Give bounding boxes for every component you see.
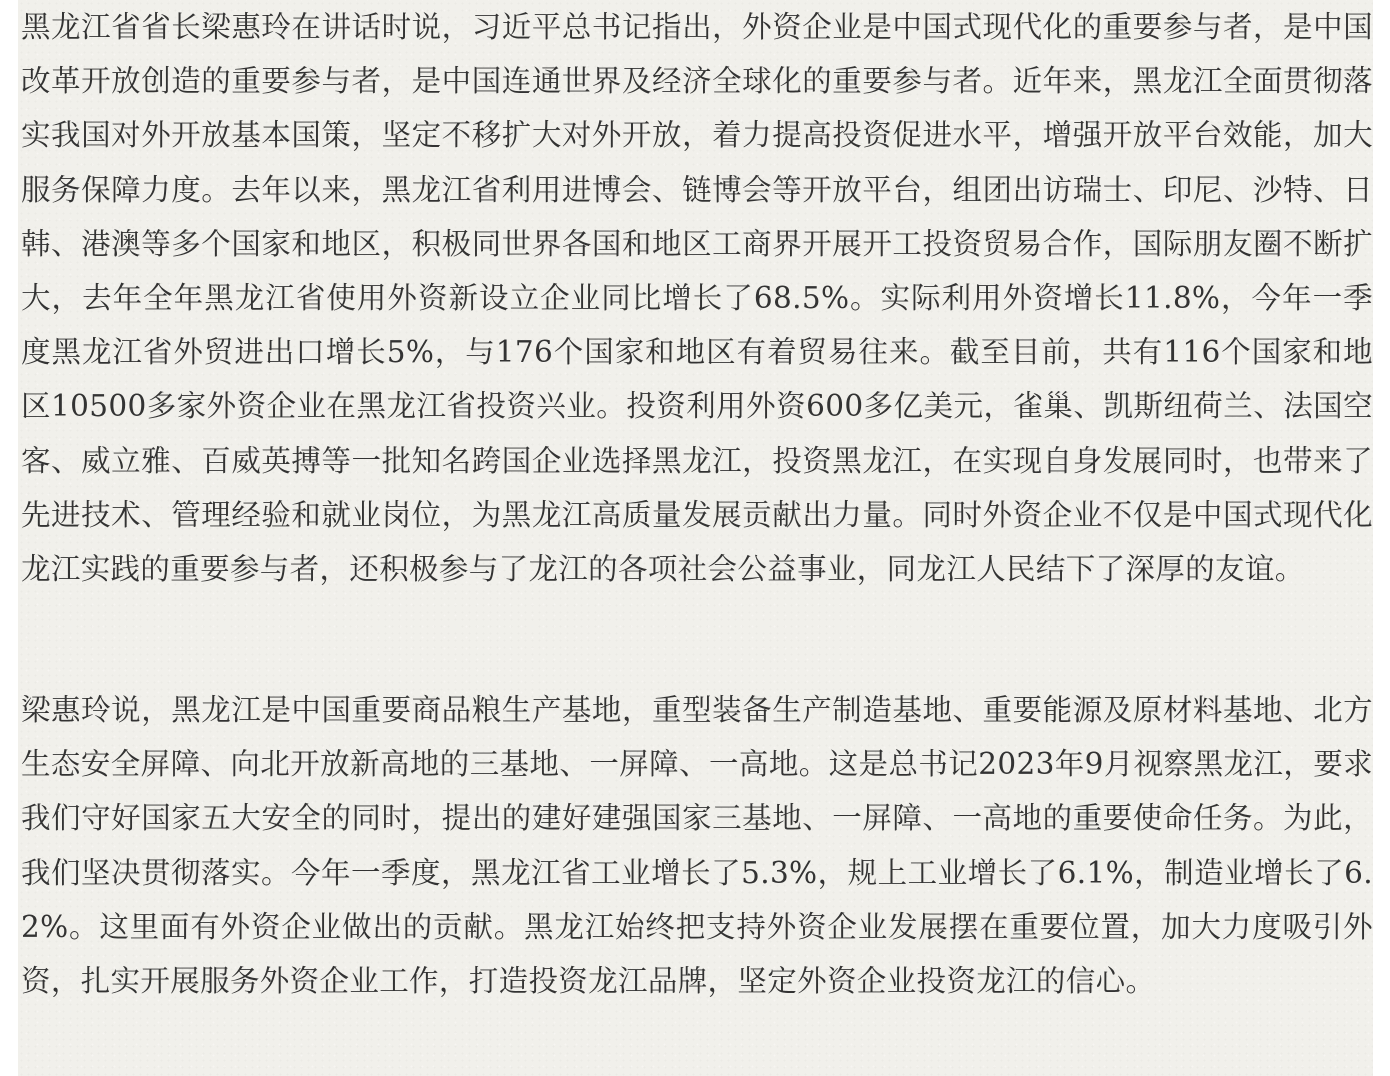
article-paragraph-1: 黑龙江省省长梁惠玲在讲话时说，习近平总书记指出，外资企业是中国式现代化的重要参与者，是中国改革开放创造的重要参与者，是中国连通世界及经济全球化的重要参与者。近年来，黑龙江全面贯彻落实我国对外开放基本国策，坚定不移扩大对外开放，着力提高投资促进水平，增强开放平台效能，加大服务保障力度。去年以来，黑龙江省利用进博会、链博会等开放平台，组团出访瑞士、印尼、沙特、日韩、港澳等多个国家和地区，积极同世界各国和地区工商界开展开工投资贸易合作，国际朋友圈不断扩大，去年全年黑龙江省使用外资新设立企业同比增长了68.5%。实际利用外资增长11.8%，今年一季度黑龙江省外贸进出口增长5%，与176个国家和地区有着贸易往来。截至目前，共有116个国家和地区10500多家外资企业在黑龙江省投资兴业。投资利用外资600多亿美元，雀巢、凯斯纽荷兰、法国空客、威立雅、百威英搏等一批知名跨国企业选择黑龙江，投资黑龙江，在实现自身发展同时，也带来了先进技术、管理经验和就业岗位，为黑龙江高质量发展贡献出力量。同时外资企业不仅是中国式现代化龙江实践的重要参与者，还积极参与了龙江的各项社会公益事业，同龙江人民结下了深厚的友谊。 — [21, 10, 1373, 587]
article-page — [18, 0, 1373, 1076]
article-paragraph-2: 梁惠玲说，黑龙江是中国重要商品粮生产基地，重型装备生产制造基地、重要能源及原材料基地、北方生态安全屏障、向北开放新高地的三基地、一屏障、一高地。这是总书记2023年9月视察黑龙江，要求我们守好国家五大安全的同时，提出的建好建强国家三基地、一屏障、一高地的重要使命任务。为此，我们坚决贯彻落实。今年一季度，黑龙江省工业增长了5.3%，规上工业增长了6.1%，制造业增长了6.2%。这里面有外资企业做出的贡献。黑龙江始终把支持外资企业发展摆在重要位置，加大力度吸引外资，扎实开展服务外资企业工作，打造投资龙江品牌，坚定外资企业投资龙江的信心。 — [21, 693, 1373, 999]
